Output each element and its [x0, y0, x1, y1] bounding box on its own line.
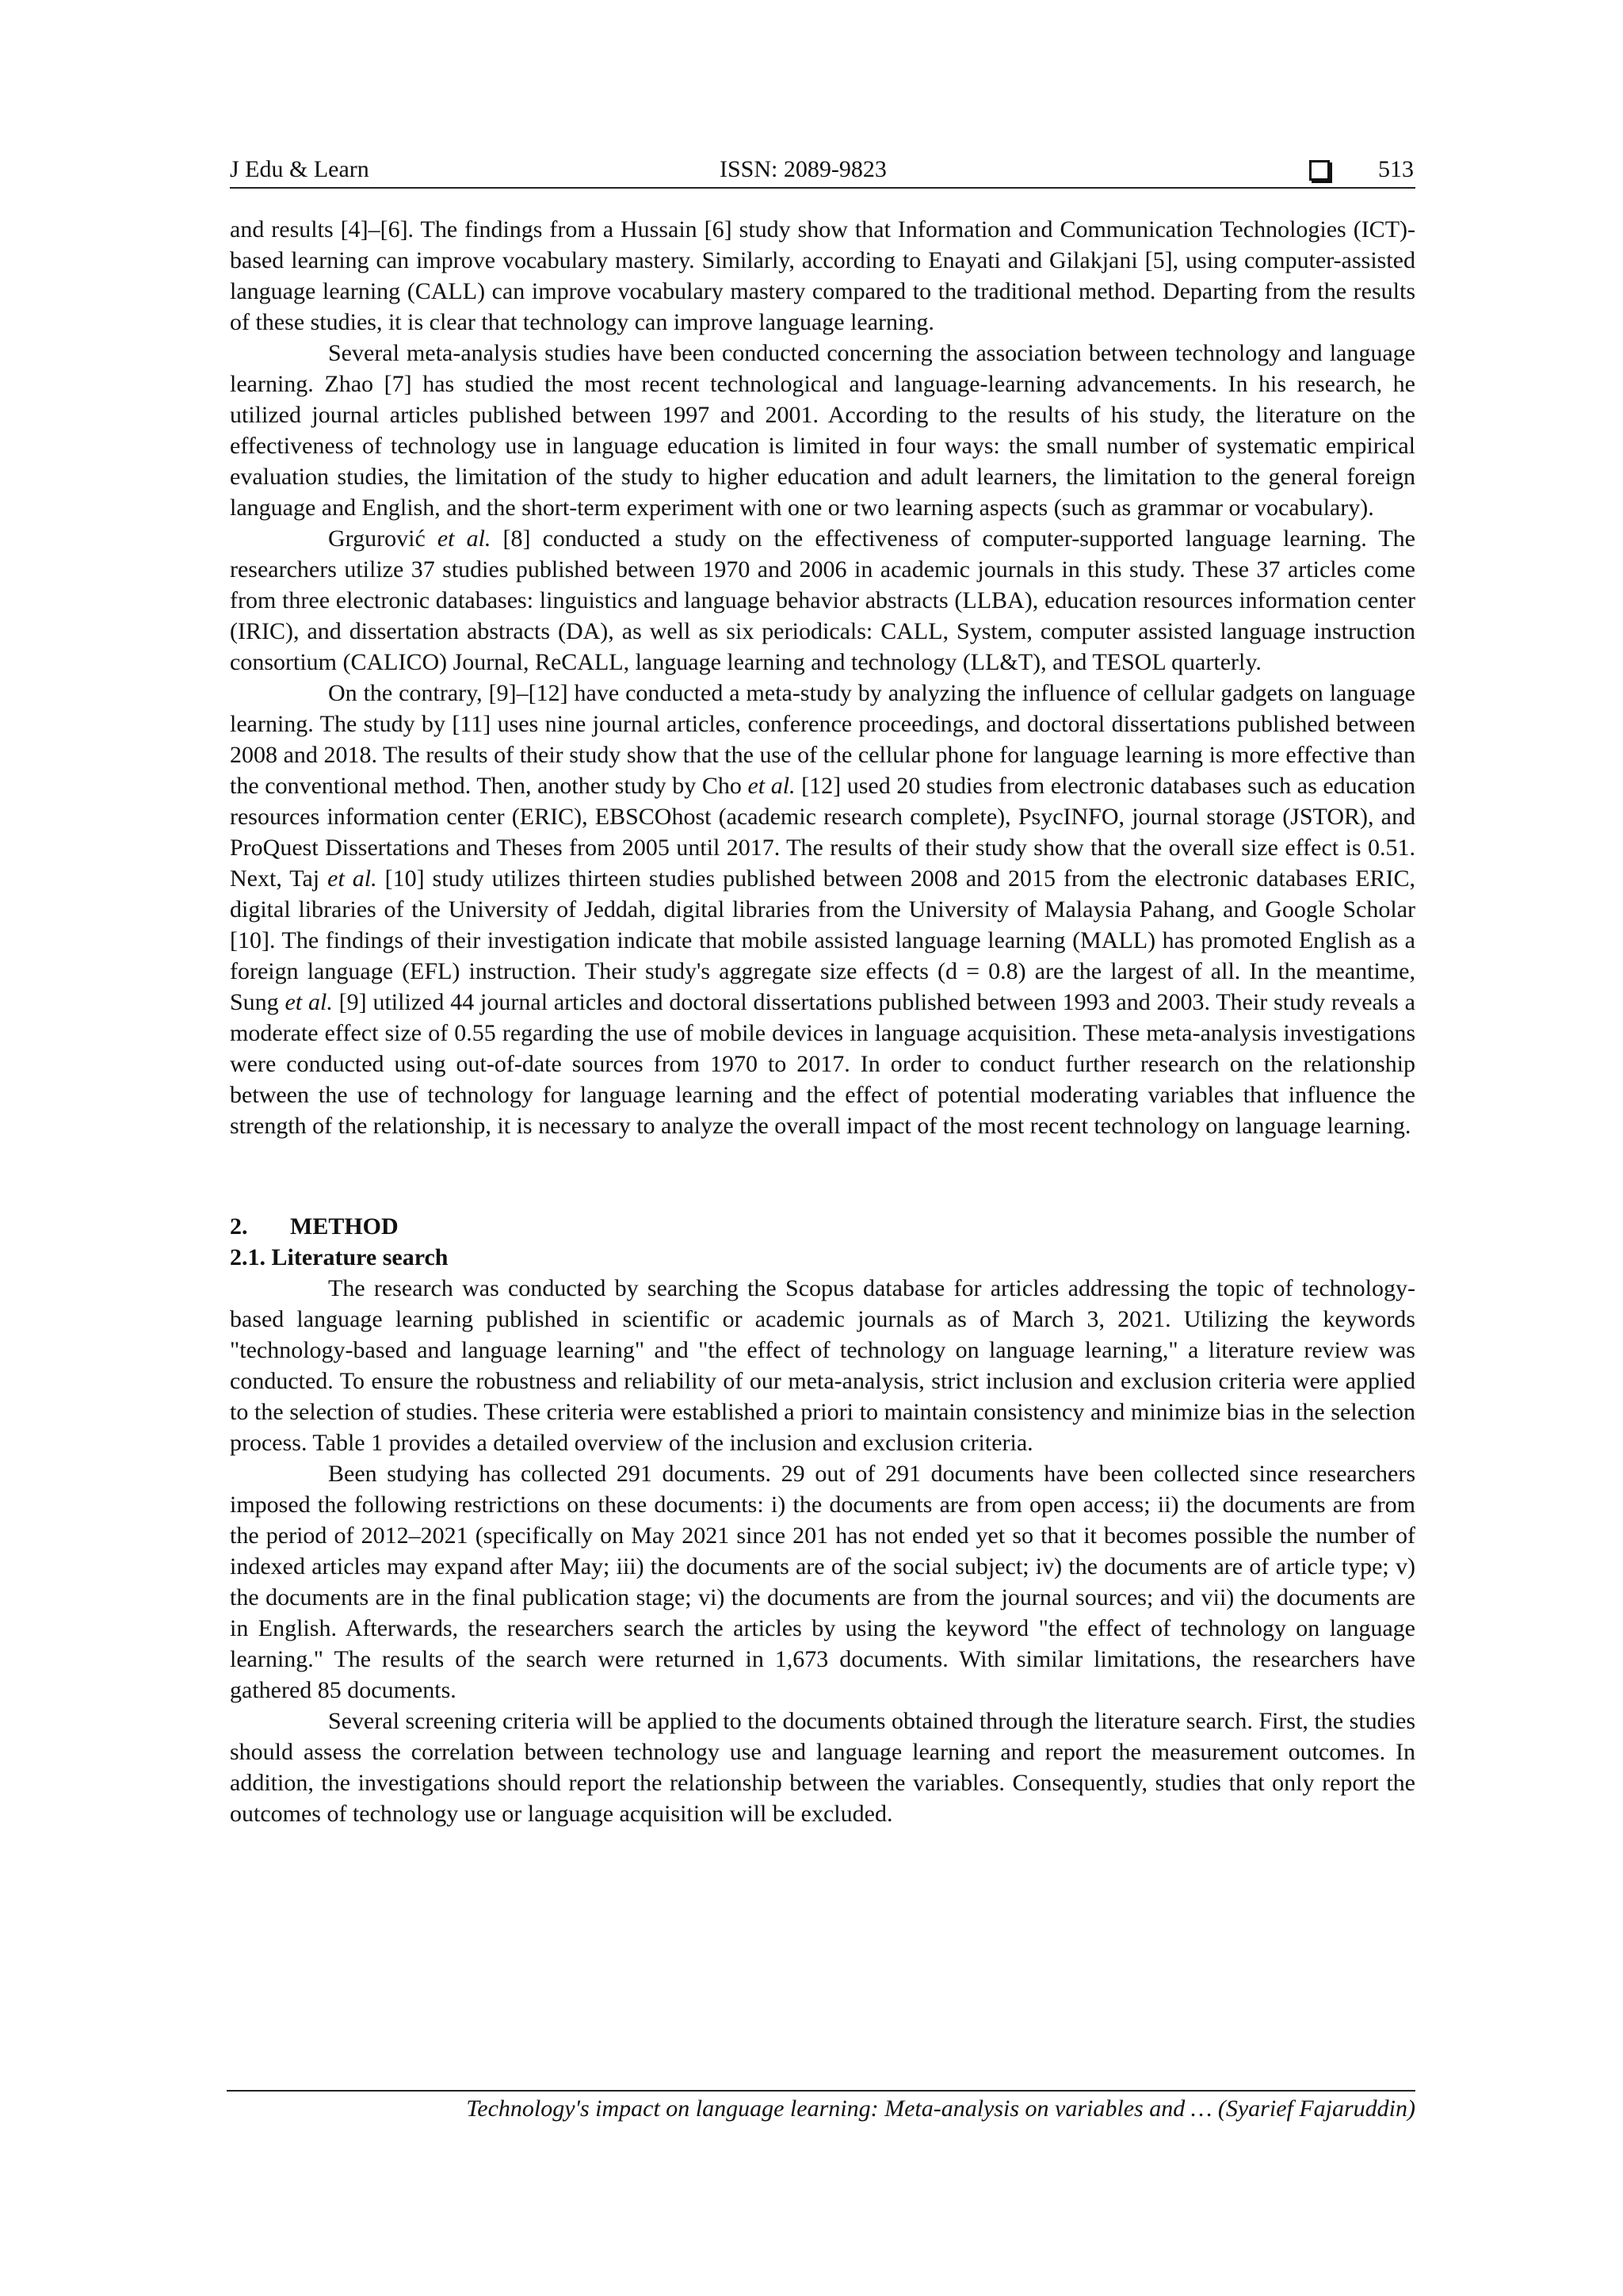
paragraph: On the contrary, [9]–[12] have conducted a meta-study by analyzing the influence of cellular gadgets on language learning. The study by [11] uses nine journal articles, conference proceedings, and doctoral dissertations published between 2008 and 2018. The results of their study show that the use of the cellular phone for language learning is more effective than the conventional method. Then, another study by Cho et al. [12] used 20 studies from electronic databases such as education resources information center (ERIC), EBSCOhost (academic research complete), PsycINFO, journal storage (JSTOR), and ProQuest Dissertations and Theses from 2005 until 2017. The results of their study show that the overall size effect is 0.51. Next, Taj et al. [10] study utilizes thirteen studies published between 2008 and 2015 from the electronic databases ERIC, digital libraries of the University of Jeddah, digital libraries from the University of Malaysia Pahang, and Google Scholar [10]. The findings of their investigation indicate that mobile assisted language learning (MALL) has promoted English as a foreign language (EFL) instruction. Their study's aggregate size effects (d = 0.8) are the largest of all. In the meantime, Sung et al. [9] utilized 44 journal articles and doctoral dissertations published between 1993 and 2003. Their study reveals a moderate effect size of 0.55 regarding the use of mobile devices in language acquisition. These meta-analysis investigations were conducted using out-of-date sources from 1970 to 2017. In order to conduct further research on the relationship between the use of technology for language learning and the effect of potential moderating variables that influence the strength of the relationship, it is necessary to analyze the overall impact of the most recent technology on language learning.: [230, 680, 1415, 1139]
running-footer: Technology's impact on language learning: Meta-analysis on variables and … (Syarief Fajaruddin): [227, 2090, 1415, 2125]
running-header: [230, 152, 1415, 189]
article-body: [230, 214, 1415, 1829]
paragraph: and results [4]–[6]. The findings from a Hussain [6] study show that Information and Communication Technologies (ICT)-based learning can improve vocabulary mastery. Similarly, according to Enayati and Gilakjani [5], using computer-assisted language learning (CALL) can improve vocabulary mastery compared to the traditional method. Departing from the results of these studies, it is clear that technology can improve language learning.: [230, 216, 1415, 335]
subsection-heading: 2.1. Literature search: [230, 1244, 449, 1270]
square-bullet-icon: [1309, 160, 1330, 181]
paragraph: Been studying has collected 291 documents. 29 out of 291 documents have been collected since researchers imposed the following restrictions on these documents: i) the documents are from open access; ii) the documents are from the period of 2012–2021 (specifically on May 2021 since 201 has not ended yet so that it becomes possible the number of indexed articles may expand after May; iii) the documents are of the social subject; iv) the documents are of article type; v) the documents are in the final publication stage; vi) the documents are from the journal sources; and vii) the documents are in English. Afterwards, the researchers search the articles by using the keyword "the effect of technology on language learning." The results of the search were returned in 1,673 documents. With similar limitations, the researchers have gathered 85 documents.: [230, 1461, 1415, 1703]
paragraph: The research was conducted by searching the Scopus database for articles addressing the topic of technology-based language learning published in scientific or academic journals as of March 3, 2021. Utilizing the keywords "technology-based and language learning" and "the effect of technology on language learning," a literature review was conducted. To ensure the robustness and reliability of our meta-analysis, strict inclusion and exclusion criteria were applied to the selection of studies. These criteria were established a priori to maintain consistency and minimize bias in the selection process. Table 1 provides a detailed overview of the inclusion and exclusion criteria.: [230, 1275, 1415, 1456]
paragraph: Several screening criteria will be applied to the documents obtained through the literature search. First, the studies should assess the correlation between technology use and language learning and report the measurement outcomes. In addition, the investigations should report the relationship between the variables. Consequently, studies that only report the outcomes of technology use or language acquisition will be excluded.: [230, 1708, 1415, 1827]
section-heading: 2. METHOD: [230, 1213, 399, 1240]
issn: ISSN: 2089-9823: [720, 156, 887, 182]
journal-name: J Edu & Learn: [230, 156, 369, 182]
paragraph: Grgurović et al. [8] conducted a study on the effectiveness of computer-supported language learning. The researchers utilize 37 studies published between 1970 and 2006 in academic journals in this study. These 37 articles come from three electronic databases: linguistics and language behavior abstracts (LLBA), education resources information center (IRIC), and dissertation abstracts (DA), as well as six periodicals: CALL, System, computer assisted language instruction consortium (CALICO) Journal, ReCALL, language learning and technology (LL&T), and TESOL quarterly.: [230, 525, 1415, 675]
page-number: 513: [1378, 156, 1414, 182]
paragraph: Several meta-analysis studies have been conducted concerning the association between technology and language learning. Zhao [7] has studied the most recent technological and language-learning advancements. In his research, he utilized journal articles published between 1997 and 2001. According to the results of his study, the literature on the effectiveness of technology use in language education is limited in four ways: the small number of systematic empirical evaluation studies, the limitation of the study to higher education and adult learners, the limitation to the general foreign language and English, and the short-term experiment with one or two learning aspects (such as grammar or vocabulary).: [230, 340, 1415, 521]
